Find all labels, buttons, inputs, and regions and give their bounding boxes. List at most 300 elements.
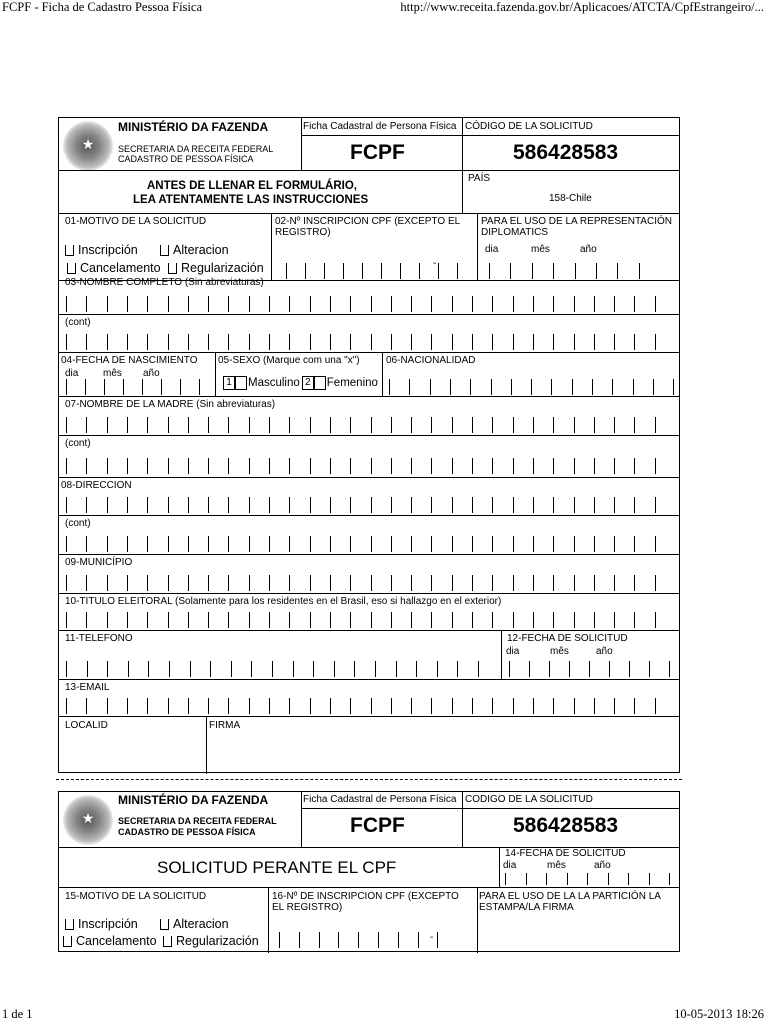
char-box-tick	[147, 575, 148, 591]
char-box-tick	[513, 612, 514, 628]
form-ficha-cadastral	[58, 117, 680, 773]
solicitud-title: SOLICITUD PERANTE EL CPF	[157, 858, 397, 877]
char-box-tick	[147, 334, 148, 350]
char-box-tick	[553, 334, 554, 350]
char-box-tick	[188, 417, 189, 433]
char-box-tick	[391, 536, 392, 552]
char-box-tick	[371, 296, 372, 312]
form-solicitud-stub	[58, 791, 680, 952]
nacimiento-ano: año	[143, 368, 160, 379]
char-box-tick	[107, 458, 108, 474]
char-box-tick	[208, 296, 209, 312]
char-box-tick	[147, 458, 148, 474]
cpf-label: 16-Nº DE INSCRIPCION CPF (EXCEPTO EL REGISTRO)	[272, 891, 459, 913]
char-box-tick	[310, 334, 311, 350]
checkbox-regularizacion[interactable]: Regularización	[168, 261, 264, 275]
char-box-tick	[86, 458, 87, 474]
char-box-tick	[310, 497, 311, 513]
char-box-tick	[533, 698, 534, 714]
char-box-tick	[362, 263, 363, 279]
char-box-tick	[269, 296, 270, 312]
secretaria-name: SECRETARIA DA RECEITA FEDERAL	[118, 144, 274, 154]
ministry-name: MINISTÉRIO DA FAZENDA	[118, 120, 269, 134]
char-box-tick	[127, 296, 128, 312]
nacimiento-mes: mês	[103, 368, 122, 379]
nacimiento-label: 04-FECHA DE NASCIMIENTO	[61, 355, 198, 366]
nacionalidad-label: 06-NACIONALIDAD	[386, 355, 476, 366]
char-box-tick	[634, 612, 635, 628]
char-box-tick	[289, 417, 290, 433]
char-box-tick	[655, 334, 656, 350]
char-box-tick	[411, 497, 412, 513]
char-box-tick	[418, 932, 419, 948]
char-box-tick	[269, 536, 270, 552]
char-box-tick	[438, 263, 439, 279]
char-box-tick	[511, 379, 512, 395]
char-box-tick	[609, 661, 610, 677]
char-box-tick	[107, 334, 108, 350]
fecha-sol-ano: año	[596, 646, 613, 657]
char-box-tick	[510, 263, 511, 279]
char-box-tick	[634, 575, 635, 591]
char-box-tick	[208, 497, 209, 513]
pais-label: PAÍS	[468, 173, 491, 184]
char-box-tick	[208, 536, 209, 552]
char-box-tick	[269, 575, 270, 591]
char-box-tick	[492, 334, 493, 350]
char-box-tick	[470, 379, 471, 395]
char-box-tick	[107, 612, 108, 628]
char-box-tick	[86, 698, 87, 714]
char-box-tick	[594, 334, 595, 350]
char-box-tick	[86, 612, 87, 628]
char-box-tick	[289, 536, 290, 552]
char-box-tick	[452, 334, 453, 350]
char-box-tick	[411, 296, 412, 312]
char-box-tick	[127, 536, 128, 552]
char-box-tick	[553, 536, 554, 552]
char-box-tick	[574, 536, 575, 552]
char-box-tick	[391, 296, 392, 312]
char-box-tick	[66, 334, 67, 350]
char-box-tick	[411, 536, 412, 552]
char-box-tick	[310, 698, 311, 714]
char-box-tick	[655, 296, 656, 312]
page-url: http://www.receita.fazenda.gov.br/Aplicacoes/ATCTA/CpfEstrangeiro/...	[400, 0, 764, 14]
sexo-option-2-box[interactable]: 2	[302, 376, 314, 390]
char-box-tick	[509, 661, 510, 677]
char-box-tick	[350, 575, 351, 591]
nombre-label: 03-NOMBRE COMPLETO (Sin abreviaturas)	[65, 277, 264, 288]
diplo-mes: mês	[531, 244, 550, 255]
char-box-tick	[669, 873, 670, 885]
char-box-tick	[431, 296, 432, 312]
char-box-tick	[628, 873, 629, 885]
char-box-tick	[553, 612, 554, 628]
char-box-tick	[419, 263, 420, 279]
brazil-coat-of-arms-icon	[63, 121, 113, 171]
char-box-tick	[614, 575, 615, 591]
fecha-mes: mês	[547, 860, 566, 871]
char-box-tick	[649, 661, 650, 677]
char-box-tick	[85, 379, 86, 395]
char-box-tick	[66, 536, 67, 552]
char-box-tick	[594, 536, 595, 552]
sexo-femenino: Femenino	[326, 377, 378, 389]
char-box-tick	[655, 612, 656, 628]
ficha-label: Ficha Cadastral de Persona Física	[303, 121, 457, 132]
brazil-coat-of-arms-icon	[63, 795, 113, 845]
char-box-tick	[269, 334, 270, 350]
char-box-tick	[574, 417, 575, 433]
pais-value: 158-Chile	[549, 193, 592, 204]
char-box-tick	[350, 612, 351, 628]
char-box-tick	[272, 661, 273, 677]
localid-label: LOCALID	[65, 720, 108, 731]
char-box-tick	[472, 497, 473, 513]
char-box-tick	[334, 661, 335, 677]
char-box-tick	[350, 296, 351, 312]
char-box-tick	[492, 536, 493, 552]
nacimiento-dia: dia	[65, 368, 79, 379]
char-box-tick	[343, 263, 344, 279]
page-title: FCPF - Ficha de Cadastro Pessoa Física	[2, 0, 202, 14]
char-box-tick	[574, 612, 575, 628]
char-box-tick	[249, 417, 250, 433]
char-box-tick	[375, 661, 376, 677]
char-box-tick	[381, 263, 382, 279]
char-box-tick	[431, 458, 432, 474]
char-box-tick	[634, 296, 635, 312]
char-box-tick	[452, 536, 453, 552]
char-box-tick	[633, 379, 634, 395]
char-box-tick	[411, 575, 412, 591]
char-box-tick	[655, 417, 656, 433]
char-box-tick	[533, 417, 534, 433]
char-box-tick	[123, 379, 124, 395]
char-box-tick	[553, 575, 554, 591]
char-box-tick	[629, 661, 630, 677]
char-box-tick	[286, 263, 287, 279]
char-box-tick	[472, 536, 473, 552]
char-box-tick	[299, 932, 300, 948]
motivo-label: 01-MOTIVO DE LA SOLICITUD	[65, 216, 207, 227]
char-box-tick	[142, 379, 143, 395]
char-box-tick	[210, 661, 211, 677]
char-box-tick	[208, 612, 209, 628]
char-box-tick	[411, 698, 412, 714]
char-box-tick	[148, 661, 149, 677]
char-box-tick	[330, 458, 331, 474]
char-box-tick	[127, 497, 128, 513]
char-box-tick	[529, 661, 530, 677]
cpf-dash: -	[430, 932, 434, 943]
checkbox-cancelamento[interactable]: Cancelamento	[63, 934, 157, 948]
fecha-dia: dia	[503, 860, 517, 871]
char-box-tick	[330, 334, 331, 350]
footer-datetime: 10-05-2013 18:26	[674, 1007, 764, 1021]
char-box-tick	[310, 417, 311, 433]
char-box-tick	[350, 458, 351, 474]
char-box-tick	[452, 417, 453, 433]
char-box-tick	[269, 612, 270, 628]
char-box-tick	[391, 698, 392, 714]
diplo-ano: año	[580, 244, 597, 255]
char-box-tick	[492, 458, 493, 474]
char-box-tick	[350, 536, 351, 552]
char-box-tick	[612, 379, 613, 395]
char-box-tick	[371, 575, 372, 591]
char-box-tick	[655, 497, 656, 513]
char-box-tick	[431, 417, 432, 433]
char-box-tick	[249, 575, 250, 591]
char-box-tick	[431, 497, 432, 513]
char-box-tick	[431, 698, 432, 714]
char-box-tick	[574, 497, 575, 513]
char-box-tick	[330, 575, 331, 591]
char-box-tick	[310, 536, 311, 552]
char-box-tick	[574, 334, 575, 350]
char-box-tick	[492, 296, 493, 312]
char-box-tick	[269, 698, 270, 714]
char-box-tick	[513, 536, 514, 552]
char-box-tick	[107, 661, 108, 677]
char-box-tick	[492, 698, 493, 714]
char-box-tick	[188, 575, 189, 591]
char-box-tick	[492, 417, 493, 433]
char-box-tick	[313, 661, 314, 677]
char-box-tick	[614, 458, 615, 474]
char-box-tick	[127, 334, 128, 350]
char-box-tick	[208, 698, 209, 714]
char-box-tick	[505, 873, 506, 885]
nombre-cont-label: (cont)	[65, 317, 91, 328]
char-box-tick	[86, 497, 87, 513]
char-box-tick	[330, 536, 331, 552]
char-box-tick	[513, 334, 514, 350]
char-box-tick	[66, 575, 67, 591]
char-box-tick	[592, 379, 593, 395]
char-box-tick	[107, 296, 108, 312]
char-box-tick	[249, 334, 250, 350]
char-box-tick	[594, 497, 595, 513]
char-box-tick	[533, 612, 534, 628]
char-box-tick	[330, 497, 331, 513]
municipio-label: 09-MUNICÍPIO	[65, 557, 133, 568]
char-box-tick	[457, 263, 458, 279]
char-box-tick	[188, 334, 189, 350]
char-box-tick	[350, 334, 351, 350]
char-box-tick	[147, 612, 148, 628]
checkbox-alteracion[interactable]: Alteracion	[160, 243, 229, 257]
motivo-label: 15-MOTIVO DE LA SOLICITUD	[65, 891, 207, 902]
codigo-value: 586428583	[513, 141, 619, 164]
sexo-masculino: Masculino	[248, 377, 300, 389]
char-box-tick	[574, 575, 575, 591]
char-box-tick	[594, 612, 595, 628]
char-box-tick	[107, 536, 108, 552]
char-box-tick	[472, 575, 473, 591]
char-box-tick	[572, 379, 573, 395]
char-box-tick	[452, 575, 453, 591]
char-box-tick	[66, 497, 67, 513]
char-box-tick	[269, 497, 270, 513]
char-box-tick	[614, 698, 615, 714]
checkbox-regularizacion[interactable]: Regularización	[163, 934, 259, 948]
char-box-tick	[330, 417, 331, 433]
char-box-tick	[188, 698, 189, 714]
char-box-tick	[513, 417, 514, 433]
char-box-tick	[208, 458, 209, 474]
char-box-tick	[208, 575, 209, 591]
char-box-tick	[86, 417, 87, 433]
char-box-tick	[310, 458, 311, 474]
char-box-tick	[147, 536, 148, 552]
char-box-tick	[107, 698, 108, 714]
char-box-tick	[553, 497, 554, 513]
diplo-label: PARA EL USO DE LA REPRESENTACIÓN DIPLOMATICS	[481, 216, 672, 238]
char-box-tick	[391, 497, 392, 513]
ministry-name: MINISTÉRIO DA FAZENDA	[118, 793, 269, 807]
char-box-tick	[589, 661, 590, 677]
sexo-option-1-box[interactable]: 1	[223, 376, 235, 390]
char-box-tick	[533, 296, 534, 312]
char-box-tick	[228, 575, 229, 591]
char-box-tick	[575, 263, 576, 279]
char-box-tick	[614, 296, 615, 312]
char-box-tick	[472, 417, 473, 433]
char-box-tick	[472, 458, 473, 474]
char-box-tick	[551, 379, 552, 395]
char-box-tick	[546, 873, 547, 885]
char-box-tick	[66, 379, 67, 395]
char-box-tick	[127, 698, 128, 714]
char-box-tick	[228, 296, 229, 312]
char-box-tick	[391, 612, 392, 628]
char-box-tick	[188, 536, 189, 552]
char-box-tick	[594, 458, 595, 474]
char-box-tick	[452, 497, 453, 513]
codigo-label: CODIGO DE LA SOLICITUD	[465, 794, 593, 805]
char-box-tick	[553, 417, 554, 433]
char-box-tick	[330, 296, 331, 312]
char-box-tick	[168, 497, 169, 513]
char-box-tick	[472, 612, 473, 628]
char-box-tick	[431, 536, 432, 552]
char-box-tick	[655, 458, 656, 474]
char-box-tick	[168, 458, 169, 474]
char-box-tick	[289, 575, 290, 591]
char-box-tick	[532, 263, 533, 279]
codigo-label: CÓDIGO DE LA SOLICITUD	[465, 121, 593, 132]
char-box-tick	[289, 698, 290, 714]
char-box-tick	[492, 497, 493, 513]
char-box-tick	[531, 379, 532, 395]
char-box-tick	[391, 575, 392, 591]
char-box-tick	[587, 873, 588, 885]
char-box-tick	[188, 296, 189, 312]
char-box-tick	[437, 661, 438, 677]
char-box-tick	[400, 263, 401, 279]
char-box-tick	[199, 379, 200, 395]
ficha-label: Ficha Cadastral de Persona Física	[303, 794, 457, 805]
char-box-tick	[249, 458, 250, 474]
char-box-tick	[354, 661, 355, 677]
direccion-label: 08-DIRECCION	[61, 480, 132, 491]
char-box-tick	[107, 497, 108, 513]
checkbox-inscripcion[interactable]: Inscripción	[65, 917, 138, 931]
char-box-tick	[513, 575, 514, 591]
cpf-label: 02-Nº INSCRIPCION CPF (EXCEPTO EL REGISTRO)	[275, 216, 460, 238]
char-box-tick	[567, 873, 568, 885]
checkbox-alteracion[interactable]: Alteracion	[160, 917, 229, 931]
char-box-tick	[594, 417, 595, 433]
char-box-tick	[86, 536, 87, 552]
char-box-tick	[608, 873, 609, 885]
char-box-tick	[398, 932, 399, 948]
char-box-tick	[228, 417, 229, 433]
char-box-tick	[574, 698, 575, 714]
char-box-tick	[147, 417, 148, 433]
char-box-tick	[168, 536, 169, 552]
char-box-tick	[513, 698, 514, 714]
madre-label: 07-NOMBRE DE LA MADRE (Sin abreviaturas)	[65, 399, 276, 410]
char-box-tick	[634, 536, 635, 552]
char-box-tick	[491, 379, 492, 395]
char-box-tick	[553, 296, 554, 312]
char-box-tick	[489, 263, 490, 279]
char-box-tick	[350, 698, 351, 714]
char-box-tick	[289, 296, 290, 312]
char-box-tick	[107, 417, 108, 433]
char-box-tick	[228, 497, 229, 513]
char-box-tick	[371, 536, 372, 552]
char-box-tick	[289, 334, 290, 350]
warning-line-2: LEA ATENTAMENTE LAS INSTRUCCIONES	[133, 194, 369, 206]
char-box-tick	[396, 661, 397, 677]
char-box-tick	[673, 379, 674, 395]
char-box-tick	[169, 661, 170, 677]
char-box-tick	[188, 458, 189, 474]
char-box-tick	[649, 873, 650, 885]
char-box-tick	[437, 932, 438, 948]
cut-line	[56, 779, 682, 780]
char-box-tick	[66, 458, 67, 474]
char-box-tick	[66, 698, 67, 714]
char-box-tick	[293, 661, 294, 677]
checkbox-cancelamento[interactable]: Cancelamento	[67, 261, 161, 275]
email-label: 13-EMAIL	[65, 682, 110, 693]
checkbox-inscripcion[interactable]: Inscripción	[65, 243, 138, 257]
char-box-tick	[478, 661, 479, 677]
char-box-tick	[147, 296, 148, 312]
fecha-sol-dia: dia	[506, 646, 520, 657]
char-box-tick	[669, 661, 670, 677]
char-box-tick	[452, 612, 453, 628]
char-box-tick	[161, 379, 162, 395]
char-box-tick	[553, 458, 554, 474]
char-box-tick	[66, 661, 67, 677]
char-box-tick	[249, 497, 250, 513]
telefono-label: 11-TELEFONO	[65, 633, 133, 644]
char-box-tick	[452, 296, 453, 312]
char-box-tick	[655, 536, 656, 552]
char-box-tick	[310, 612, 311, 628]
char-box-tick	[228, 458, 229, 474]
char-box-tick	[389, 379, 390, 395]
char-box-tick	[533, 458, 534, 474]
secretaria-name: SECRETARIA DA RECEITA FEDERAL	[118, 816, 277, 826]
